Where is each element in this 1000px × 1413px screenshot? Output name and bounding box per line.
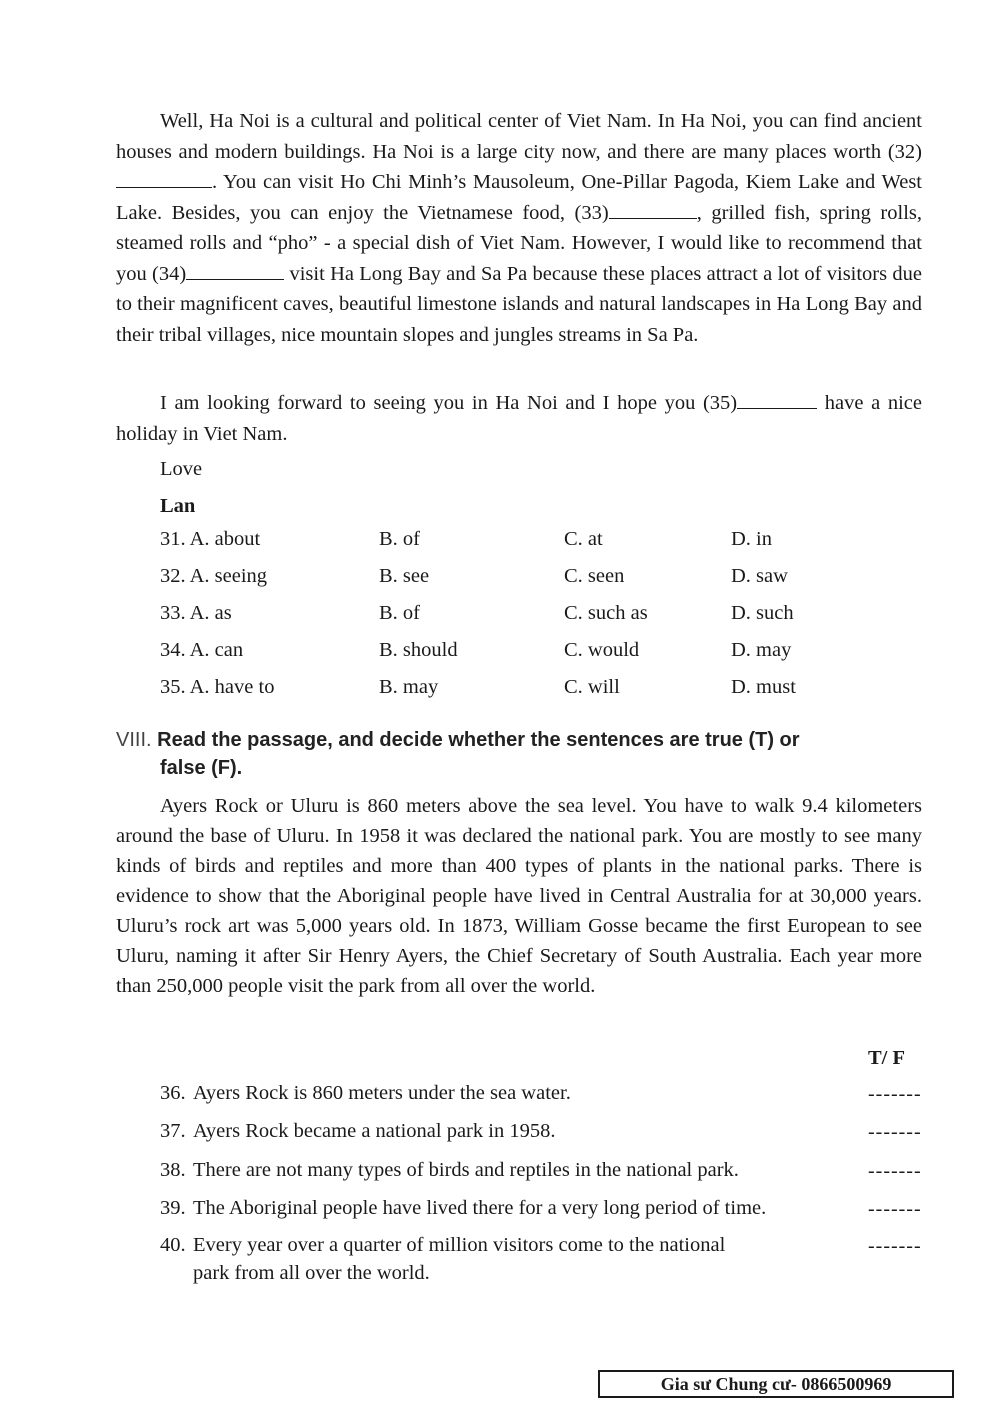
letter-paragraph-1 (116, 106, 922, 350)
statement-number: 37. (160, 1120, 186, 1142)
tf-column-header: T/ F (868, 1047, 906, 1069)
letter-text: have a nice holiday in Viet Nam. (116, 392, 922, 445)
letter-text: I am looking forward to seeing you in Ha Noi and I hope you (35) (160, 392, 738, 414)
statement-item (160, 1117, 840, 1145)
option-d[interactable]: D. saw (731, 565, 788, 587)
option-a[interactable]: 32. A. seeing (160, 565, 268, 587)
option-c[interactable]: C. such as (564, 602, 648, 624)
reading-passage (116, 791, 922, 1001)
answer-blank[interactable]: ------- (868, 1083, 922, 1105)
statement-text: The Aboriginal people have lived there for a very long period of time. (193, 1197, 767, 1219)
letter-text: , grilled fish, spring rolls, steamed rolls and “pho” - a special dish of Viet Nam. However, I would like to recommend that you (34) (116, 201, 922, 285)
letter-text: . You can visit Ho Chi Minh’s Mausoleum, One-Pillar Pagoda, Kiem Lake and West Lake. Besides, you can enjoy the Vietnamese food, (33) (116, 171, 922, 224)
section-8-heading (116, 726, 926, 782)
statement-text: Ayers Rock became a national park in 1958. (193, 1120, 556, 1142)
statement-item (160, 1156, 840, 1184)
statement-item (160, 1194, 840, 1222)
statement-text-cont: park from all over the world. (193, 1262, 430, 1284)
question-row (160, 676, 860, 713)
option-c[interactable]: C. will (564, 676, 620, 698)
blank-33[interactable] (609, 200, 697, 219)
question-row (160, 565, 860, 602)
statement-item (160, 1079, 840, 1107)
option-a[interactable]: 31. A. about (160, 528, 261, 550)
option-b[interactable]: B. of (379, 528, 420, 550)
statement-text: Ayers Rock is 860 meters under the sea water. (193, 1082, 571, 1104)
answer-blank[interactable]: ------- (868, 1198, 922, 1220)
blank-34[interactable] (186, 261, 284, 280)
section-number: VIII. (116, 729, 152, 751)
answer-blank[interactable]: ------- (868, 1121, 922, 1143)
section-title-cont: false (F). (160, 757, 243, 779)
option-d[interactable]: D. may (731, 639, 792, 661)
option-c[interactable]: C. at (564, 528, 603, 550)
answer-blank[interactable]: ------- (868, 1160, 922, 1182)
statement-text: Every year over a quarter of million visitors come to the national (193, 1234, 726, 1256)
answer-blank[interactable]: ------- (868, 1235, 922, 1257)
option-a[interactable]: 34. A. can (160, 639, 244, 661)
option-b[interactable]: B. may (379, 676, 439, 698)
letter-closing: Love (160, 458, 203, 480)
question-row (160, 639, 860, 676)
option-d[interactable]: D. must (731, 676, 796, 698)
option-d[interactable]: D. in (731, 528, 772, 550)
option-a[interactable]: 33. A. as (160, 602, 232, 624)
multiple-choice-options (160, 528, 860, 713)
passage-text: Ayers Rock or Uluru is 860 meters above the sea level. You have to walk 9.4 kilometers around the base of Uluru. In 1958 it was declared the national park. You are mostly to see many kinds of birds and reptiles and more than 400 types of plants in the national parks. There is evidence to show that the Aboriginal people have lived in Central Australia for at 30,000 years. Uluru’s rock art was 5,000 years old. In 1873, William Gosse became the first European to see Uluru, naming it after Sir Henry Ayers, the Chief Secretary of South Australia. Each year more than 250,000 people visit the park from all over the world. (116, 795, 922, 997)
statement-number: 36. (160, 1082, 186, 1104)
statement-item (160, 1231, 840, 1287)
blank-32[interactable] (116, 169, 212, 188)
option-b[interactable]: B. of (379, 602, 420, 624)
blank-35[interactable] (737, 390, 817, 409)
letter-text: Well, Ha Noi is a cultural and political center of Viet Nam. In Ha Noi, you can find ancient houses and modern buildings. Ha Noi is a large city now, and there are many places worth (32) (116, 110, 922, 163)
statement-number: 40. (160, 1234, 186, 1256)
section-title: Read the passage, and decide whether the sentences are true (T) or (157, 729, 800, 751)
statement-number: 39. (160, 1197, 186, 1219)
statement-number: 38. (160, 1159, 186, 1181)
option-c[interactable]: C. would (564, 639, 640, 661)
statement-text: There are not many types of birds and reptiles in the national park. (193, 1159, 739, 1181)
footer-contact-box: Gia sư Chung cư- 0866500969 (598, 1370, 954, 1398)
option-d[interactable]: D. such (731, 602, 794, 624)
option-b[interactable]: B. should (379, 639, 458, 661)
question-row (160, 602, 860, 639)
letter-paragraph-2 (116, 388, 922, 449)
option-b[interactable]: B. see (379, 565, 430, 587)
option-c[interactable]: C. seen (564, 565, 625, 587)
option-a[interactable]: 35. A. have to (160, 676, 275, 698)
letter-text: visit Ha Long Bay and Sa Pa because these places attract a lot of visitors due to their magnificent caves, beautiful limestone islands and natural landscapes in Ha Long Bay and their tribal villages, nice mountain slopes and jungles streams in Sa Pa. (116, 262, 922, 346)
letter-signature: Lan (160, 495, 196, 517)
question-row (160, 528, 860, 565)
